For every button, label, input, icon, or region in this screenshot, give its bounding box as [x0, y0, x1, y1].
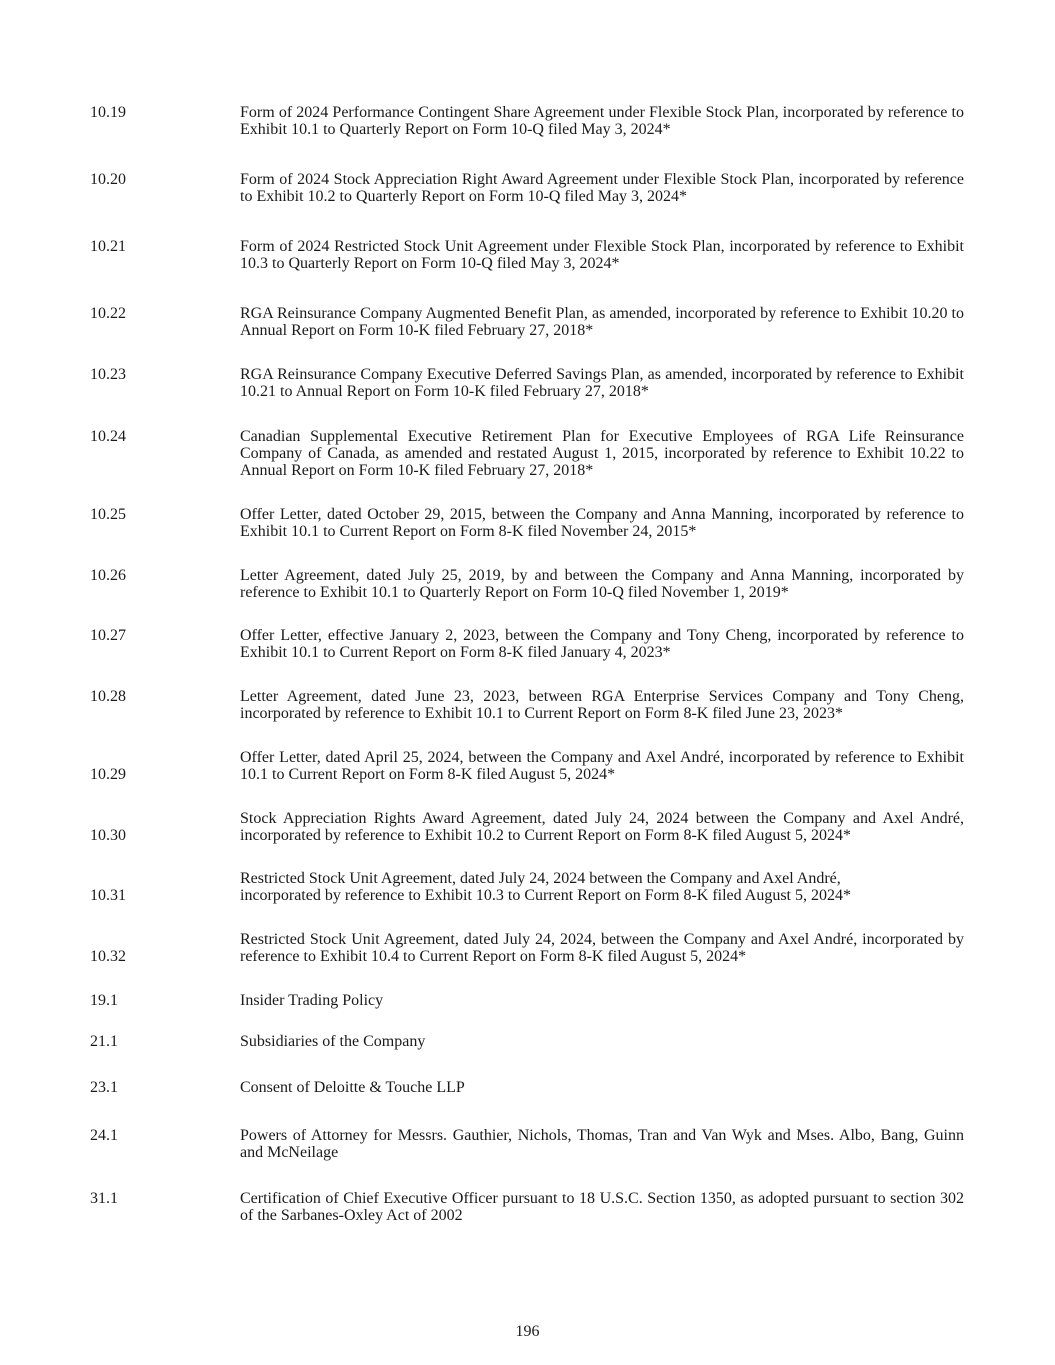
- exhibit-description: RGA Reinsurance Company Augmented Benefit Plan, as amended, incorporated by reference to Exhibit 10.20 to Annual Report on Form 10-K filed February 27, 2018*: [240, 305, 964, 339]
- exhibit-description: Stock Appreciation Rights Award Agreement, dated July 24, 2024 between the Company and Axel André, incorporated by reference to Exhibit 10.2 to Current Report on Form 8-K filed August 5, 2024*: [240, 810, 964, 844]
- exhibit-number: 10.25: [90, 506, 126, 523]
- exhibit-description: Restricted Stock Unit Agreement, dated July 24, 2024, between the Company and Axel André, incorporated by reference to Exhibit 10.4 to Current Report on Form 8-K filed August 5, 2024*: [240, 931, 964, 965]
- exhibit-number: 23.1: [90, 1079, 118, 1096]
- exhibit-description: Restricted Stock Unit Agreement, dated July 24, 2024 between the Company and Axel André, incorporated by reference to Exhibit 10.3 to Current Report on Form 8-K filed August 5, 2024*: [240, 870, 851, 904]
- exhibit-description: Canadian Supplemental Executive Retirement Plan for Executive Employees of RGA Life Reinsurance Company of Canada, as amended and restated August 1, 2015, incorporated by reference to Exhibit 10.22 to Annual Report on Form 10-K filed February 27, 2018*: [240, 428, 964, 479]
- exhibit-description: Subsidiaries of the Company: [240, 1033, 426, 1050]
- exhibit-number: 10.19: [90, 104, 126, 121]
- exhibit-number: 10.29: [90, 766, 126, 783]
- exhibit-description: Offer Letter, effective January 2, 2023, between the Company and Tony Cheng, incorporated by reference to Exhibit 10.1 to Current Report on Form 8-K filed January 4, 2023*: [240, 627, 964, 661]
- exhibit-number: 10.23: [90, 366, 126, 383]
- exhibit-number: 10.32: [90, 948, 126, 965]
- exhibit-number: 10.24: [90, 428, 126, 445]
- exhibit-description: Letter Agreement, dated July 25, 2019, by and between the Company and Anna Manning, incorporated by reference to Exhibit 10.1 to Quarterly Report on Form 10-Q filed November 1, 2019*: [240, 567, 964, 601]
- exhibit-description: RGA Reinsurance Company Executive Deferred Savings Plan, as amended, incorporated by reference to Exhibit 10.21 to Annual Report on Form 10-K filed February 27, 2018*: [240, 366, 964, 400]
- exhibit-number: 21.1: [90, 1033, 118, 1050]
- exhibit-description: Form of 2024 Restricted Stock Unit Agreement under Flexible Stock Plan, incorporated by reference to Exhibit 10.3 to Quarterly Report on Form 10-Q filed May 3, 2024*: [240, 238, 964, 272]
- exhibit-number: 10.30: [90, 827, 126, 844]
- exhibit-number: 10.20: [90, 171, 126, 188]
- page-number: 196: [515, 1323, 540, 1340]
- exhibit-description: Letter Agreement, dated June 23, 2023, between RGA Enterprise Services Company and Tony Cheng, incorporated by reference to Exhibit 10.1 to Current Report on Form 8-K filed June 23, 2023*: [240, 688, 964, 722]
- exhibit-description: Powers of Attorney for Messrs. Gauthier, Nichols, Thomas, Tran and Van Wyk and Mses. Albo, Bang, Guinn and McNeilage: [240, 1127, 964, 1161]
- exhibit-description: Offer Letter, dated October 29, 2015, between the Company and Anna Manning, incorporated by reference to Exhibit 10.1 to Current Report on Form 8-K filed November 24, 2015*: [240, 506, 964, 540]
- exhibit-number: 10.26: [90, 567, 126, 584]
- exhibit-number: 10.28: [90, 688, 126, 705]
- exhibit-description: Certification of Chief Executive Officer pursuant to 18 U.S.C. Section 1350, as adopted pursuant to section 302 of the Sarbanes-Oxley Act of 2002: [240, 1190, 964, 1224]
- exhibit-number: 10.31: [90, 887, 126, 904]
- exhibit-number: 31.1: [90, 1190, 118, 1207]
- exhibit-number: 24.1: [90, 1127, 118, 1144]
- exhibit-description: Insider Trading Policy: [240, 992, 384, 1009]
- exhibit-description: Consent of Deloitte & Touche LLP: [240, 1079, 465, 1096]
- exhibit-number: 10.21: [90, 238, 126, 255]
- exhibit-number: 10.27: [90, 627, 126, 644]
- exhibit-description: Offer Letter, dated April 25, 2024, between the Company and Axel André, incorporated by reference to Exhibit 10.1 to Current Report on Form 8-K filed August 5, 2024*: [240, 749, 964, 783]
- exhibit-number: 19.1: [90, 992, 118, 1009]
- exhibit-description: Form of 2024 Stock Appreciation Right Award Agreement under Flexible Stock Plan, incorporated by reference to Exhibit 10.2 to Quarterly Report on Form 10-Q filed May 3, 2024*: [240, 171, 964, 205]
- exhibit-description: Form of 2024 Performance Contingent Share Agreement under Flexible Stock Plan, incorporated by reference to Exhibit 10.1 to Quarterly Report on Form 10-Q filed May 3, 2024*: [240, 104, 964, 138]
- exhibit-number: 10.22: [90, 305, 126, 322]
